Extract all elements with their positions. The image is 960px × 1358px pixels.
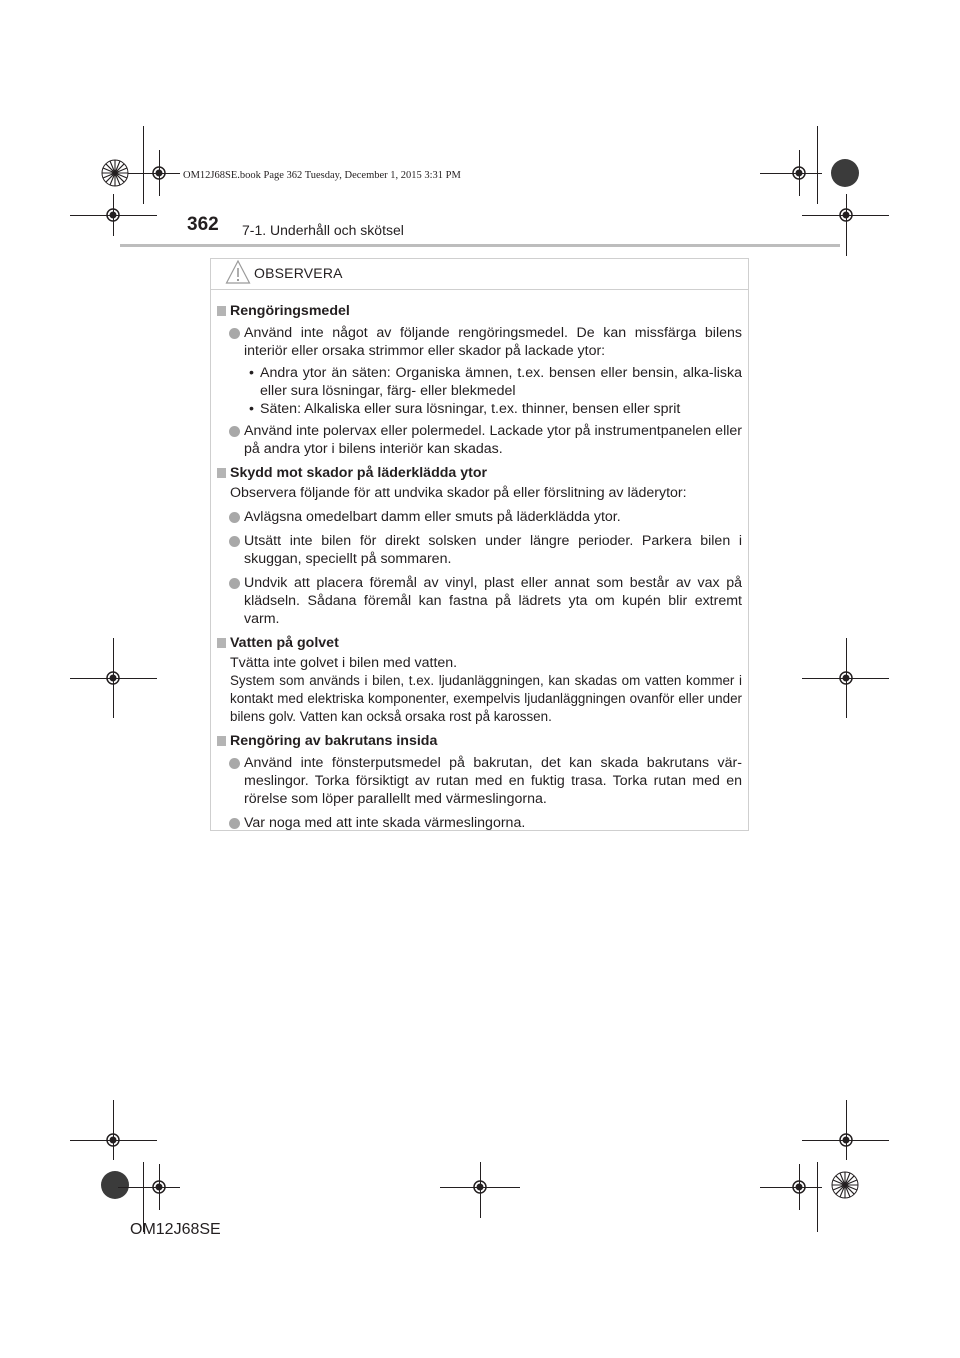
crosshair-icon [834,666,858,690]
paragraph: System som används i bilen, t.ex. ljudanläggningen, kan skadas om vatten kommer i kontakt med elektriska komponenter, exempelvis ljudanläggningen ovanför eller under bilens golv. Vatten kan också orsaka rost på karossen. [230,673,742,724]
square-bullet-icon [217,468,226,478]
section-title: 7-1. Underhåll och skötsel [242,222,404,238]
sub-list-item: • Säten: Alkaliska eller sura lösningar, t.ex. thinner, bensen eller sprit [249,401,681,417]
sub-list-item: • Andra ytor än säten: Organiska ämnen, t.ex. bensen eller bensin, alka-liska eller sura lösningar, färg- eller blekmedel [249,365,742,399]
bullet-dot-icon: • [249,401,254,417]
crosshair-icon [101,666,125,690]
crosshair-icon [101,203,125,227]
circle-bullet-icon [229,758,240,769]
notice-title: OBSERVERA [254,265,343,281]
circle-bullet-icon [229,328,240,339]
square-bullet-icon [217,638,226,648]
crop-line [143,126,144,204]
list-item: Använd inte fönsterputsmedel på bakrutan, det kan skada bakrutans vär-meslingor. Torka försiktigt av rutan med en fuktig trasa. Torka rutan med en rörelse som löper parallellt med värmeslingorna. [217,754,742,808]
notice-box [210,258,749,831]
circle-bullet-icon [229,426,240,437]
section-heading: Rengöring av bakrutans insida [217,732,742,750]
warning-triangle-icon [225,259,251,285]
crosshair-icon [787,161,811,185]
registration-disc [101,1171,129,1199]
section-heading: Skydd mot skador på läderklädda ytor [217,464,742,482]
notice-header [211,259,748,290]
crosshair-icon [147,1175,171,1199]
list-item: Var noga med att inte skada värmeslingorna. [217,814,742,832]
crosshair-icon [787,1175,811,1199]
paragraph: Observera följande för att undvika skador på eller förslitning av läderytor: [230,485,687,501]
list-item: Utsätt inte bilen för direkt solsken under längre perioder. Parkera bilen i skuggan, speciellt på sommaren. [217,532,742,568]
registration-disc [831,159,859,187]
crosshair-icon [834,1128,858,1152]
section-heading: Vatten på golvet [217,634,742,652]
circle-bullet-icon [229,536,240,547]
header-rule [120,244,840,247]
footer-code: OM12J68SE [130,1221,221,1238]
list-item: Avlägsna omedelbart damm eller smuts på läderklädda ytor. [217,508,742,526]
list-item: Undvik att placera föremål av vinyl, plast eller annat som består av vax på klädseln. Sådana föremål kan fastna på lädrets yta om kupén blir extremt varm. [217,574,742,628]
crop-line [817,126,818,204]
crosshair-icon [147,161,171,185]
notice-body [211,290,748,832]
section-heading: Rengöringsmedel [217,302,742,320]
list-item: Använd inte något av följande rengöringsmedel. De kan missfärga bilens interiör eller orsaka strimmor eller skador på lackade ytor: [217,324,742,360]
list-item: Använd inte polervax eller polermedel. Lackade ytor på instrumentpanelen eller på andra ytor i bilens interiör kan skadas. [217,422,742,458]
crosshair-icon [468,1175,492,1199]
bullet-dot-icon: • [249,365,254,381]
page-number: 362 [187,214,219,235]
crosshair-icon [101,1128,125,1152]
crop-line [817,1162,818,1232]
sunburst-icon [831,1171,859,1199]
circle-bullet-icon [229,512,240,523]
book-stamp: OM12J68SE.book Page 362 Tuesday, December 1, 2015 3:31 PM [183,170,461,181]
paragraph: Tvätta inte golvet i bilen med vatten. [230,655,458,671]
crosshair-icon [834,203,858,227]
circle-bullet-icon [229,578,240,589]
circle-bullet-icon [229,818,240,829]
square-bullet-icon [217,306,226,316]
square-bullet-icon [217,736,226,746]
sunburst-icon [101,159,129,187]
